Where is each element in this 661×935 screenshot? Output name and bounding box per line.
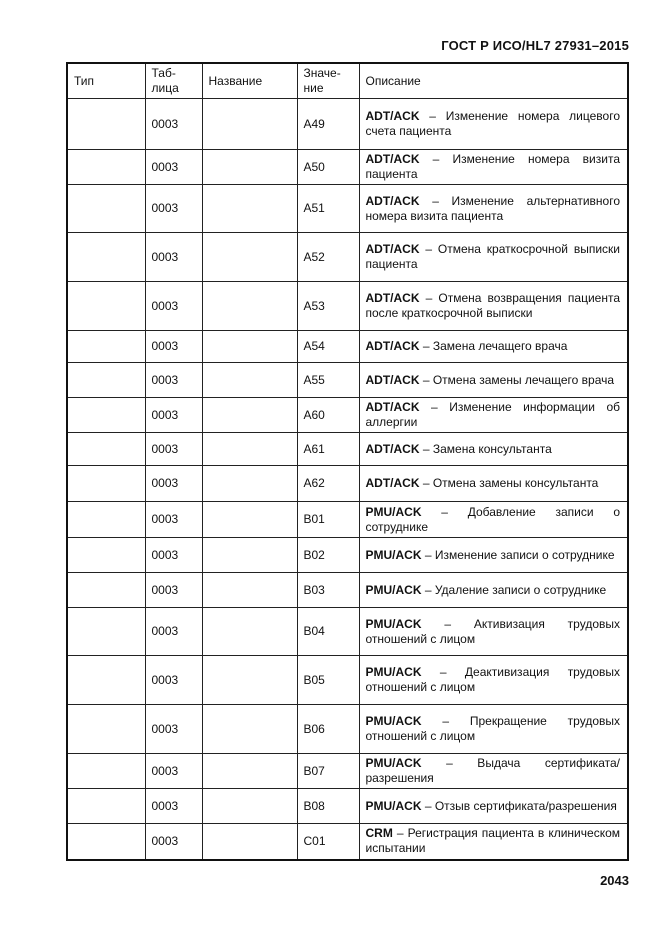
message-code: ADT/ACK [365, 476, 420, 490]
table-row [67, 502, 628, 538]
message-code: PMU/ACK [365, 714, 422, 728]
cell-type [67, 185, 145, 233]
cell-table: 0003 [145, 573, 202, 608]
table-row [67, 185, 628, 233]
col-header-value: Значе- ние [297, 63, 359, 99]
table-row [67, 573, 628, 608]
table-header-row [67, 63, 628, 99]
cell-name [202, 538, 297, 573]
cell-value: A62 [297, 466, 359, 502]
col-header-name: Название [202, 63, 297, 99]
table-row [67, 282, 628, 331]
cell-type [67, 573, 145, 608]
table-row [67, 705, 628, 754]
message-code: ADT/ACK [365, 400, 420, 414]
cell-value: A52 [297, 233, 359, 282]
cell-value: B03 [297, 573, 359, 608]
cell-name [202, 398, 297, 433]
description-text: – Добавление записи о сотруднике [365, 504, 620, 534]
cell-table: 0003 [145, 789, 202, 824]
cell-name [202, 331, 297, 363]
cell-description [359, 502, 628, 538]
cell-type [67, 233, 145, 282]
document-header: ГОСТ Р ИСО/HL7 27931–2015 [441, 38, 629, 53]
cell-table: 0003 [145, 656, 202, 705]
message-code: PMU/ACK [365, 616, 422, 631]
cell-table: 0003 [145, 502, 202, 538]
cell-description [359, 433, 628, 466]
description-text: – Отмена возвращения пациента после краткосрочной выписки [365, 291, 620, 320]
cell-description [359, 824, 628, 860]
cell-table: 0003 [145, 363, 202, 398]
cell-value: A60 [297, 398, 359, 433]
cell-table: 0003 [145, 282, 202, 331]
cell-value: C01 [297, 824, 359, 860]
cell-table: 0003 [145, 398, 202, 433]
cell-value: B07 [297, 754, 359, 789]
cell-description [359, 185, 628, 233]
cell-name [202, 466, 297, 502]
cell-description [359, 656, 628, 705]
cell-type [67, 538, 145, 573]
cell-type [67, 150, 145, 185]
cell-name [202, 754, 297, 789]
message-code: CRM [365, 826, 393, 841]
cell-table: 0003 [145, 233, 202, 282]
table-row [67, 363, 628, 398]
cell-name [202, 282, 297, 331]
table-row [67, 608, 628, 656]
cell-table: 0003 [145, 150, 202, 185]
description-text: – Отмена замены консультанта [419, 476, 599, 490]
description-text: – Изменение номера лицевого счета пациента [365, 109, 620, 138]
message-code: PMU/ACK [365, 798, 422, 813]
message-code: PMU/ACK [365, 756, 422, 770]
table-row [67, 466, 628, 502]
cell-name [202, 433, 297, 466]
cell-value: A55 [297, 363, 359, 398]
message-code: ADT/ACK [365, 109, 420, 123]
description-text: – Замена лечащего врача [419, 339, 568, 353]
cell-description [359, 398, 628, 433]
cell-description [359, 150, 628, 185]
cell-type [67, 754, 145, 789]
cell-type [67, 789, 145, 824]
cell-description [359, 705, 628, 754]
cell-description [359, 99, 628, 150]
description-text: – Регистрация пациента в клиническом испытании [365, 826, 620, 856]
cell-type [67, 99, 145, 150]
cell-type [67, 363, 145, 398]
cell-value: A51 [297, 185, 359, 233]
cell-table: 0003 [145, 538, 202, 573]
cell-description [359, 466, 628, 502]
message-code: ADT/ACK [365, 291, 420, 305]
cell-table: 0003 [145, 705, 202, 754]
message-code: PMU/ACK [365, 547, 422, 562]
cell-description [359, 789, 628, 824]
cell-description [359, 538, 628, 573]
cell-table: 0003 [145, 433, 202, 466]
description-text: – Удаление записи о сотруднике [421, 582, 607, 597]
cell-name [202, 573, 297, 608]
message-code: ADT/ACK [365, 242, 420, 256]
table-row [67, 538, 628, 573]
cell-value: A61 [297, 433, 359, 466]
table-row [67, 233, 628, 282]
col-header-table: Таб- лица [145, 63, 202, 99]
cell-table: 0003 [145, 466, 202, 502]
cell-value: B02 [297, 538, 359, 573]
cell-type [67, 705, 145, 754]
message-code: ADT/ACK [365, 372, 420, 387]
cell-value: B01 [297, 502, 359, 538]
page-number: 2043 [600, 873, 629, 888]
table-row [67, 398, 628, 433]
description-text: – Отзыв сертификата/разрешения [421, 798, 617, 813]
cell-name [202, 363, 297, 398]
description-text: – Выдача сертификата/разрешения [365, 756, 620, 785]
cell-table: 0003 [145, 754, 202, 789]
cell-name [202, 150, 297, 185]
description-text: – Изменение номера визита пациента [365, 152, 620, 181]
description-text: – Изменение альтернативного номера визита пациента [365, 193, 620, 223]
cell-table: 0003 [145, 331, 202, 363]
description-text: – Изменение информации об аллергии [365, 400, 620, 429]
message-code: ADT/ACK [365, 193, 420, 208]
cell-value: A53 [297, 282, 359, 331]
cell-name [202, 824, 297, 860]
table-row [67, 789, 628, 824]
cell-name [202, 789, 297, 824]
cell-type [67, 331, 145, 363]
cell-value: B08 [297, 789, 359, 824]
col-header-type: Тип [67, 63, 145, 99]
message-code: ADT/ACK [365, 441, 420, 456]
cell-name [202, 233, 297, 282]
description-text: – Активизация трудовых отношений с лицом [365, 616, 620, 646]
cell-value: B04 [297, 608, 359, 656]
table-row [67, 754, 628, 789]
cell-table: 0003 [145, 824, 202, 860]
cell-type [67, 433, 145, 466]
cell-table: 0003 [145, 185, 202, 233]
table-row [67, 656, 628, 705]
cell-type [67, 608, 145, 656]
message-code: PMU/ACK [365, 665, 422, 679]
cell-name [202, 185, 297, 233]
cell-type [67, 398, 145, 433]
cell-description [359, 363, 628, 398]
description-text: – Замена консультанта [419, 441, 552, 456]
description-text: – Отмена замены лечащего врача [419, 372, 615, 387]
table-row [67, 433, 628, 466]
table-row [67, 824, 628, 860]
message-code: ADT/ACK [365, 339, 420, 353]
cell-type [67, 824, 145, 860]
col-header-description: Описание [359, 63, 628, 99]
cell-type [67, 466, 145, 502]
cell-value: A54 [297, 331, 359, 363]
message-code: ADT/ACK [365, 152, 420, 166]
cell-value: A50 [297, 150, 359, 185]
table-row [67, 331, 628, 363]
cell-table: 0003 [145, 99, 202, 150]
cell-type [67, 502, 145, 538]
description-text: – Деактивизация трудовых отношений с лицом [365, 665, 620, 694]
cell-description [359, 282, 628, 331]
cell-name [202, 99, 297, 150]
cell-description [359, 233, 628, 282]
cell-name [202, 608, 297, 656]
cell-type [67, 282, 145, 331]
cell-name [202, 656, 297, 705]
cell-description [359, 331, 628, 363]
cell-description [359, 573, 628, 608]
cell-name [202, 502, 297, 538]
message-code: PMU/ACK [365, 504, 422, 519]
table-row [67, 150, 628, 185]
cell-name [202, 705, 297, 754]
table-row [67, 99, 628, 150]
cell-table: 0003 [145, 608, 202, 656]
cell-description [359, 754, 628, 789]
cell-value: B06 [297, 705, 359, 754]
description-text: – Прекращение трудовых отношений с лицом [365, 714, 620, 743]
message-type-table [66, 62, 629, 861]
cell-value: B05 [297, 656, 359, 705]
description-text: – Изменение записи о сотруднике [421, 547, 615, 562]
cell-type [67, 656, 145, 705]
description-text: – Отмена краткосрочной выписки пациента [365, 242, 620, 271]
cell-value: A49 [297, 99, 359, 150]
cell-description [359, 608, 628, 656]
message-code: PMU/ACK [365, 582, 422, 597]
